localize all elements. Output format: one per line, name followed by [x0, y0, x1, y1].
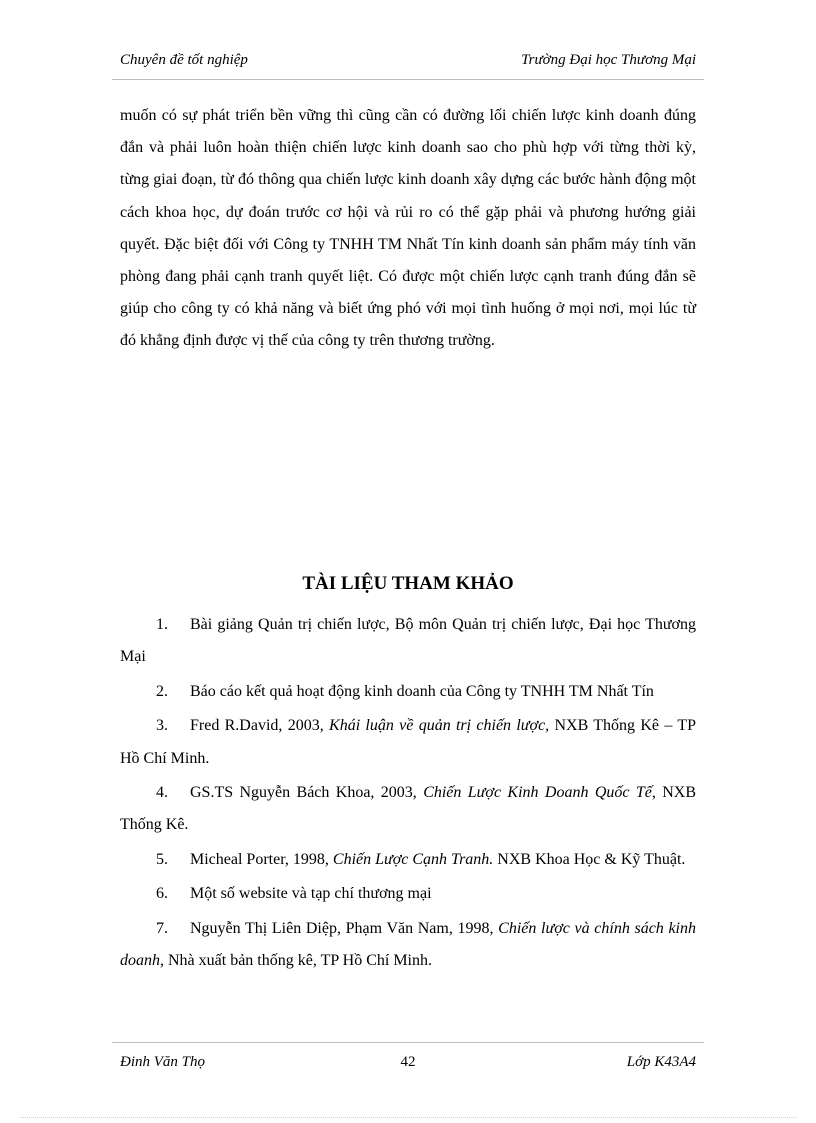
body-paragraph: muốn có sự phát triển bền vững thì cũng cần có đường lối chiến lược kinh doanh đúng đắn và phải luôn hoàn thiện chiến lược kinh doanh sao cho phù hợp với từng thời kỳ, từng giai đoạn, từ đó thông qua chiến lược kinh doanh xây dựng các bước hành động một cách khoa học, dự đoán trước cơ hội và rủi ro có thể gặp phải và phương hướng giải quyết. Đặc biệt đối với Công ty TNHH TM Nhất Tín kinh doanh sản phẩm máy tính văn phòng đang phải cạnh tranh quyết liệt. Có được một chiến lược cạnh tranh đúng đắn sẽ giúp cho công ty có khả năng và biết ứng phó với mọi tình huống ở mọi nơi, mọi lúc từ đó khẳng định được vị thế của công ty trên thương trường. — [120, 107, 696, 350]
reference-number: 7. — [156, 919, 168, 937]
page-bottom-edge — [20, 1117, 796, 1118]
reference-item — [120, 676, 696, 708]
reference-publisher: , NXB Thống Kê. — [120, 784, 697, 834]
reference-title: Chiến Lược Kinh Doanh Quốc Tế — [423, 784, 652, 802]
reference-number: 4. — [156, 784, 168, 802]
references-list — [120, 609, 696, 979]
reference-item — [120, 878, 696, 910]
header-university: Trường Đại học Thương Mại — [521, 52, 696, 68]
reference-text: Nguyễn Thị Liên Diệp, Phạm Văn Nam, 1998, — [190, 919, 499, 937]
reference-publisher: Nhà xuất bản thống kê, TP Hồ Chí Minh. — [164, 952, 432, 970]
references-title: TÀI LIỆU THAM KHẢO — [302, 573, 514, 594]
reference-publisher: NXB Thống Kê – TP Hồ Chí Minh. — [120, 717, 697, 767]
reference-text: Bài giảng Quản trị chiến lược, Bộ môn Quản trị chiến lược, Đại học Thương Mại — [120, 616, 696, 666]
reference-item — [120, 844, 696, 876]
reference-text: Một số website và tạp chí thương mại — [190, 885, 432, 903]
reference-text: Micheal Porter, 1998, — [190, 850, 333, 868]
page-number: 42 — [400, 1054, 416, 1070]
header-divider — [112, 79, 704, 80]
reference-item — [120, 913, 696, 978]
reference-text: GS.TS Nguyễn Bách Khoa, 2003, — [190, 784, 424, 802]
header-document-type: Chuyên đề tốt nghiệp — [120, 52, 248, 68]
reference-number: 2. — [156, 682, 168, 700]
reference-number: 5. — [156, 850, 168, 868]
reference-item — [120, 710, 696, 775]
reference-number: 6. — [156, 885, 168, 903]
reference-title: Chiến Lược Cạnh Tranh. — [332, 850, 494, 868]
reference-item — [120, 609, 696, 674]
reference-title: Chiến lược và chính sách kinh doanh, — [120, 919, 697, 970]
footer-divider — [112, 1042, 704, 1043]
reference-title: Khái luận về quản trị chiến lược, — [329, 717, 550, 735]
reference-number: 3. — [156, 717, 168, 735]
reference-text: Báo cáo kết quả hoạt động kinh doanh của Công ty TNHH TM Nhất Tín — [190, 682, 654, 700]
footer-author: Đinh Văn Thọ — [120, 1054, 206, 1070]
footer-class: Lớp K43A4 — [626, 1054, 696, 1070]
reference-item — [120, 777, 696, 842]
reference-text: Fred R.David, 2003, — [190, 717, 330, 735]
page-header — [120, 52, 696, 74]
reference-publisher: NXB Khoa Học & Kỹ Thuật. — [493, 850, 686, 868]
reference-number: 1. — [156, 616, 168, 633]
page-footer — [120, 1054, 696, 1076]
